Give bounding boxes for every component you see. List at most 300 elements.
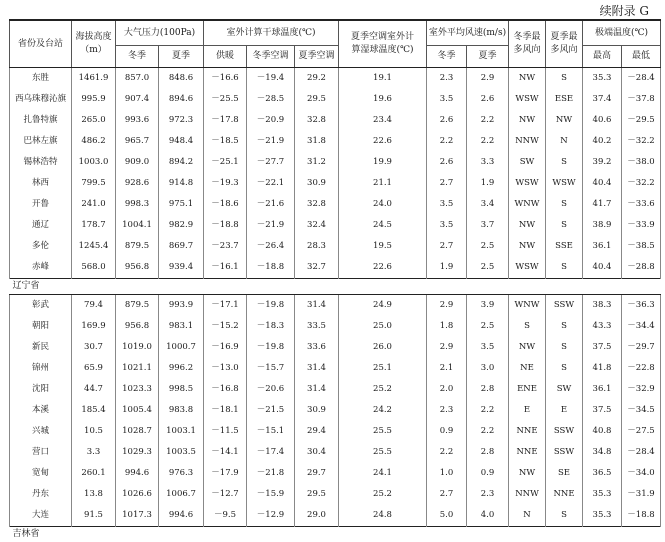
table-cell: 1029.3 — [116, 442, 159, 463]
table-cell: －32.2 — [622, 131, 661, 152]
header-wind: 室外平均风速(m/s) — [427, 20, 509, 46]
table-cell: ENE — [509, 379, 546, 400]
table-cell: WSW — [509, 173, 546, 194]
table-cell: －16.1 — [204, 257, 247, 279]
table-row — [10, 257, 661, 279]
table-cell: 241.0 — [72, 194, 116, 215]
table-row — [10, 421, 661, 442]
table-cell: 30.9 — [295, 173, 339, 194]
table-cell: WSW — [546, 173, 583, 194]
table-cell: －16.9 — [204, 337, 247, 358]
table-cell: 983.8 — [159, 400, 204, 421]
table-cell: NNW — [509, 131, 546, 152]
table-cell: 2.0 — [427, 379, 467, 400]
table-cell: 260.1 — [72, 463, 116, 484]
table-cell: 2.2 — [427, 131, 467, 152]
table-cell: 31.8 — [295, 131, 339, 152]
table-cell: 2.6 — [467, 89, 509, 110]
table-row — [10, 236, 661, 257]
table-cell: －18.3 — [247, 316, 295, 337]
header-altitude: 海拔高度 （m） — [72, 20, 116, 68]
header-dry-bulb: 室外计算干球温度(℃) — [204, 20, 339, 46]
table-cell: －29.5 — [622, 110, 661, 131]
station-name: 赤峰 — [10, 257, 72, 279]
table-cell: 40.4 — [583, 173, 622, 194]
table-cell: NW — [509, 463, 546, 484]
table-cell: ESE — [546, 89, 583, 110]
table-row — [10, 295, 661, 317]
table-cell: －23.7 — [204, 236, 247, 257]
table-cell: 1000.7 — [159, 337, 204, 358]
table-cell: WNW — [509, 194, 546, 215]
table-cell: 1028.7 — [116, 421, 159, 442]
table-cell: －28.4 — [622, 442, 661, 463]
table-cell: SW — [509, 152, 546, 173]
table-cell: 956.8 — [116, 257, 159, 279]
table-cell: 29.5 — [295, 484, 339, 505]
table-cell: 956.8 — [116, 316, 159, 337]
station-name: 锦州 — [10, 358, 72, 379]
header-extreme-temp: 极端温度(℃) — [583, 20, 661, 46]
table-cell: 65.9 — [72, 358, 116, 379]
table-cell: 25.5 — [339, 421, 427, 442]
table-cell: －17.1 — [204, 295, 247, 317]
table-cell: S — [546, 337, 583, 358]
table-cell: 894.6 — [159, 89, 204, 110]
table-cell: SW — [546, 379, 583, 400]
table-cell: 24.5 — [339, 215, 427, 236]
table-cell: S — [546, 68, 583, 90]
table-cell: 914.8 — [159, 173, 204, 194]
table-cell: NW — [546, 110, 583, 131]
table-cell: 972.3 — [159, 110, 204, 131]
table-cell: 2.7 — [427, 484, 467, 505]
table-cell: 21.1 — [339, 173, 427, 194]
header-pressure-summer: 夏季 — [159, 46, 204, 68]
table-cell: E — [546, 400, 583, 421]
table-cell: 38.3 — [583, 295, 622, 317]
table-cell: 3.5 — [427, 215, 467, 236]
header-pressure: 大气压力(100Pa) — [116, 20, 204, 46]
table-cell: WSW — [509, 89, 546, 110]
table-cell: 2.7 — [427, 236, 467, 257]
table-cell: 2.8 — [467, 379, 509, 400]
table-cell: S — [546, 358, 583, 379]
table-cell: NW — [509, 337, 546, 358]
table-cell: 41.7 — [583, 194, 622, 215]
table-cell: 30.9 — [295, 400, 339, 421]
table-cell: 32.8 — [295, 194, 339, 215]
table-row — [10, 400, 661, 421]
table-cell: 998.3 — [116, 194, 159, 215]
table-cell: 568.0 — [72, 257, 116, 279]
table-cell: S — [546, 152, 583, 173]
station-name: 营口 — [10, 442, 72, 463]
table-cell: －22.8 — [622, 358, 661, 379]
table-cell: －16.6 — [204, 68, 247, 90]
table-cell: 30.4 — [295, 442, 339, 463]
table-cell: 31.4 — [295, 358, 339, 379]
table-cell: SE — [546, 463, 583, 484]
table-cell: 24.8 — [339, 505, 427, 527]
table-cell: 40.2 — [583, 131, 622, 152]
table-cell: 1021.1 — [116, 358, 159, 379]
table-cell: －9.5 — [204, 505, 247, 527]
table-cell: 2.2 — [467, 421, 509, 442]
header-extreme-max: 最高 — [583, 46, 622, 68]
table-cell: 2.9 — [427, 337, 467, 358]
table-cell: 1245.4 — [72, 236, 116, 257]
table-cell: －32.2 — [622, 173, 661, 194]
table-cell: N — [546, 131, 583, 152]
table-cell: 2.6 — [427, 152, 467, 173]
table-cell: 19.5 — [339, 236, 427, 257]
table-cell: 879.5 — [116, 295, 159, 317]
table-cell: 3.5 — [467, 337, 509, 358]
table-cell: 33.6 — [295, 337, 339, 358]
table-cell: 1026.6 — [116, 484, 159, 505]
table-cell: －33.6 — [622, 194, 661, 215]
table-row — [10, 152, 661, 173]
table-cell: －18.8 — [247, 257, 295, 279]
table-cell: －13.0 — [204, 358, 247, 379]
table-cell: 869.7 — [159, 236, 204, 257]
table-cell: －28.5 — [247, 89, 295, 110]
table-cell: 2.9 — [467, 68, 509, 90]
table-cell: 2.8 — [467, 442, 509, 463]
table-cell: 1003.5 — [159, 442, 204, 463]
table-cell: S — [546, 257, 583, 279]
table-cell: N — [509, 505, 546, 527]
table-row — [10, 89, 661, 110]
table-cell: 1461.9 — [72, 68, 116, 90]
table-cell: 2.9 — [427, 295, 467, 317]
station-name: 通辽 — [10, 215, 72, 236]
table-cell: 994.6 — [116, 463, 159, 484]
table-cell: －17.9 — [204, 463, 247, 484]
table-cell: E — [509, 400, 546, 421]
table-cell: 998.5 — [159, 379, 204, 400]
table-cell: 32.7 — [295, 257, 339, 279]
table-cell: WNW — [509, 295, 546, 317]
station-name: 新民 — [10, 337, 72, 358]
table-cell: 965.7 — [116, 131, 159, 152]
header-winter-wind-dir: 冬季最 多风向 — [509, 20, 546, 68]
table-cell: 24.2 — [339, 400, 427, 421]
table-cell: 169.9 — [72, 316, 116, 337]
table-cell: 976.3 — [159, 463, 204, 484]
table-cell: 35.3 — [583, 484, 622, 505]
table-cell: 34.8 — [583, 442, 622, 463]
table-row — [10, 358, 661, 379]
table-cell: 907.4 — [116, 89, 159, 110]
table-cell: －22.1 — [247, 173, 295, 194]
table-row — [10, 68, 661, 90]
table-cell: 29.5 — [295, 89, 339, 110]
table-cell: 13.8 — [72, 484, 116, 505]
table-cell: 1005.4 — [116, 400, 159, 421]
table-row — [10, 173, 661, 194]
province-row — [10, 279, 661, 295]
table-cell: －18.6 — [204, 194, 247, 215]
table-cell: 23.4 — [339, 110, 427, 131]
table-cell: NE — [509, 358, 546, 379]
station-name: 兴城 — [10, 421, 72, 442]
table-cell: －29.7 — [622, 337, 661, 358]
table-cell: －19.8 — [247, 337, 295, 358]
table-cell: －21.9 — [247, 215, 295, 236]
table-cell: －11.5 — [204, 421, 247, 442]
table-cell: －18.5 — [204, 131, 247, 152]
table-cell: 486.2 — [72, 131, 116, 152]
table-cell: 3.9 — [467, 295, 509, 317]
table-cell: 10.5 — [72, 421, 116, 442]
station-name: 朝阳 — [10, 316, 72, 337]
table-cell: 1.9 — [467, 173, 509, 194]
table-cell: 265.0 — [72, 110, 116, 131]
station-name: 沈阳 — [10, 379, 72, 400]
table-cell: －21.5 — [247, 400, 295, 421]
table-cell: 1023.3 — [116, 379, 159, 400]
table-cell: 2.5 — [467, 257, 509, 279]
table-cell: S — [546, 194, 583, 215]
table-cell: 31.4 — [295, 379, 339, 400]
station-name: 开鲁 — [10, 194, 72, 215]
table-cell: －28.4 — [622, 68, 661, 90]
table-cell: 1006.7 — [159, 484, 204, 505]
province-name: 吉林省 — [10, 527, 661, 542]
table-cell: －15.2 — [204, 316, 247, 337]
table-cell: 939.4 — [159, 257, 204, 279]
table-cell: －21.8 — [247, 463, 295, 484]
table-cell: 848.6 — [159, 68, 204, 90]
table-cell: 995.9 — [72, 89, 116, 110]
table-row — [10, 194, 661, 215]
table-cell: 25.2 — [339, 484, 427, 505]
table-cell: 1003.0 — [72, 152, 116, 173]
table-cell: 982.9 — [159, 215, 204, 236]
table-cell: 19.9 — [339, 152, 427, 173]
table-cell: 3.5 — [427, 89, 467, 110]
table-cell: NNE — [546, 484, 583, 505]
table-cell: －32.9 — [622, 379, 661, 400]
header-wind-winter: 冬季 — [427, 46, 467, 68]
header-summer-wind-dir: 夏季最 多风向 — [546, 20, 583, 68]
table-cell: 29.0 — [295, 505, 339, 527]
table-row — [10, 484, 661, 505]
table-cell: 36.1 — [583, 236, 622, 257]
table-cell: 993.9 — [159, 295, 204, 317]
table-cell: 879.5 — [116, 236, 159, 257]
table-cell: 3.0 — [467, 358, 509, 379]
table-cell: 31.4 — [295, 295, 339, 317]
climate-parameters-table — [9, 19, 661, 542]
table-cell: S — [546, 215, 583, 236]
table-cell: 38.9 — [583, 215, 622, 236]
province-row — [10, 527, 661, 542]
table-cell: 43.3 — [583, 316, 622, 337]
table-cell: 1.9 — [427, 257, 467, 279]
table-cell: 29.2 — [295, 68, 339, 90]
table-cell: SSW — [546, 295, 583, 317]
table-cell: －20.6 — [247, 379, 295, 400]
table-cell: －15.1 — [247, 421, 295, 442]
station-name: 林西 — [10, 173, 72, 194]
table-cell: 36.5 — [583, 463, 622, 484]
table-cell: 37.5 — [583, 337, 622, 358]
table-cell: 1017.3 — [116, 505, 159, 527]
station-name: 宽甸 — [10, 463, 72, 484]
table-row — [10, 110, 661, 131]
table-cell: 1004.1 — [116, 215, 159, 236]
table-cell: 44.7 — [72, 379, 116, 400]
table-cell: 2.5 — [467, 236, 509, 257]
table-cell: 1003.1 — [159, 421, 204, 442]
table-cell: 909.0 — [116, 152, 159, 173]
table-cell: －28.8 — [622, 257, 661, 279]
table-cell: 33.5 — [295, 316, 339, 337]
table-row — [10, 131, 661, 152]
table-cell: 0.9 — [427, 421, 467, 442]
table-cell: 996.2 — [159, 358, 204, 379]
table-cell: NW — [509, 110, 546, 131]
station-name: 大连 — [10, 505, 72, 527]
table-cell: 5.0 — [427, 505, 467, 527]
table-cell: 19.6 — [339, 89, 427, 110]
table-cell: －12.7 — [204, 484, 247, 505]
table-cell: －21.9 — [247, 131, 295, 152]
table-cell: 79.4 — [72, 295, 116, 317]
table-cell: 24.0 — [339, 194, 427, 215]
station-name: 西乌珠穆沁旗 — [10, 89, 72, 110]
table-cell: 2.2 — [467, 400, 509, 421]
table-cell: 22.6 — [339, 257, 427, 279]
table-cell: 28.3 — [295, 236, 339, 257]
table-cell: 26.0 — [339, 337, 427, 358]
table-cell: 4.0 — [467, 505, 509, 527]
table-cell: 3.3 — [72, 442, 116, 463]
table-cell: －20.9 — [247, 110, 295, 131]
table-cell: 35.3 — [583, 68, 622, 90]
table-row — [10, 337, 661, 358]
table-cell: 799.5 — [72, 173, 116, 194]
table-cell: －18.1 — [204, 400, 247, 421]
table-cell: －27.7 — [247, 152, 295, 173]
table-cell: NW — [509, 215, 546, 236]
table-cell: －34.5 — [622, 400, 661, 421]
table-cell: －34.0 — [622, 463, 661, 484]
table-cell: 948.4 — [159, 131, 204, 152]
table-cell: 29.4 — [295, 421, 339, 442]
table-cell: －34.4 — [622, 316, 661, 337]
table-cell: 894.2 — [159, 152, 204, 173]
table-cell: －25.5 — [204, 89, 247, 110]
header-wet-bulb: 夏季空调室外计 算湿球温度(℃) — [339, 20, 427, 68]
table-cell: NNW — [509, 484, 546, 505]
table-row — [10, 379, 661, 400]
table-cell: 1.0 — [427, 463, 467, 484]
table-cell: 3.4 — [467, 194, 509, 215]
table-cell: －15.7 — [247, 358, 295, 379]
table-cell: 91.5 — [72, 505, 116, 527]
table-cell: －21.6 — [247, 194, 295, 215]
table-cell: 2.2 — [467, 131, 509, 152]
header-wind-summer: 夏季 — [467, 46, 509, 68]
table-cell: 36.1 — [583, 379, 622, 400]
table-cell: 857.0 — [116, 68, 159, 90]
table-cell: 25.5 — [339, 442, 427, 463]
station-name: 彰武 — [10, 295, 72, 317]
table-cell: 975.1 — [159, 194, 204, 215]
station-name: 本溪 — [10, 400, 72, 421]
table-cell: －14.1 — [204, 442, 247, 463]
table-cell: －38.0 — [622, 152, 661, 173]
table-cell: NNE — [509, 421, 546, 442]
table-cell: －19.3 — [204, 173, 247, 194]
table-cell: 31.2 — [295, 152, 339, 173]
table-cell: SSW — [546, 442, 583, 463]
table-cell: －26.4 — [247, 236, 295, 257]
table-cell: SSW — [546, 421, 583, 442]
table-cell: 178.7 — [72, 215, 116, 236]
appendix-caption: 续附录 G — [600, 2, 649, 19]
table-cell: －16.8 — [204, 379, 247, 400]
table-cell: S — [546, 316, 583, 337]
header-dry-bulb-summer-ac: 夏季空调 — [295, 46, 339, 68]
table-cell: －36.3 — [622, 295, 661, 317]
table-body — [10, 68, 661, 542]
table-cell: 25.0 — [339, 316, 427, 337]
table-cell: 2.3 — [427, 400, 467, 421]
table-cell: NW — [509, 236, 546, 257]
table-cell: 19.1 — [339, 68, 427, 90]
header-dry-bulb-heating: 供暖 — [204, 46, 247, 68]
table-cell: －19.4 — [247, 68, 295, 90]
table-cell: 37.4 — [583, 89, 622, 110]
header-pressure-winter: 冬季 — [116, 46, 159, 68]
table-cell: 185.4 — [72, 400, 116, 421]
table-cell: 1019.0 — [116, 337, 159, 358]
table-row — [10, 463, 661, 484]
table-cell: 22.6 — [339, 131, 427, 152]
table-cell: 25.2 — [339, 379, 427, 400]
table-cell: －25.1 — [204, 152, 247, 173]
climate-table-wrapper — [9, 19, 660, 542]
table-cell: 35.3 — [583, 505, 622, 527]
table-cell: SSE — [546, 236, 583, 257]
table-cell: 29.7 — [295, 463, 339, 484]
table-row — [10, 316, 661, 337]
table-cell: S — [509, 316, 546, 337]
table-cell: 2.5 — [467, 316, 509, 337]
table-cell: －27.5 — [622, 421, 661, 442]
table-cell: 2.1 — [427, 358, 467, 379]
table-cell: 24.1 — [339, 463, 427, 484]
table-cell: 32.4 — [295, 215, 339, 236]
table-cell: 24.9 — [339, 295, 427, 317]
table-cell: 40.6 — [583, 110, 622, 131]
station-name: 东胜 — [10, 68, 72, 90]
header-extreme-min: 最低 — [622, 46, 661, 68]
table-cell: 37.5 — [583, 400, 622, 421]
station-name: 扎鲁特旗 — [10, 110, 72, 131]
table-cell: －33.9 — [622, 215, 661, 236]
table-cell: 993.6 — [116, 110, 159, 131]
table-cell: －37.8 — [622, 89, 661, 110]
table-cell: －17.4 — [247, 442, 295, 463]
table-cell: 2.6 — [427, 110, 467, 131]
table-cell: －17.8 — [204, 110, 247, 131]
